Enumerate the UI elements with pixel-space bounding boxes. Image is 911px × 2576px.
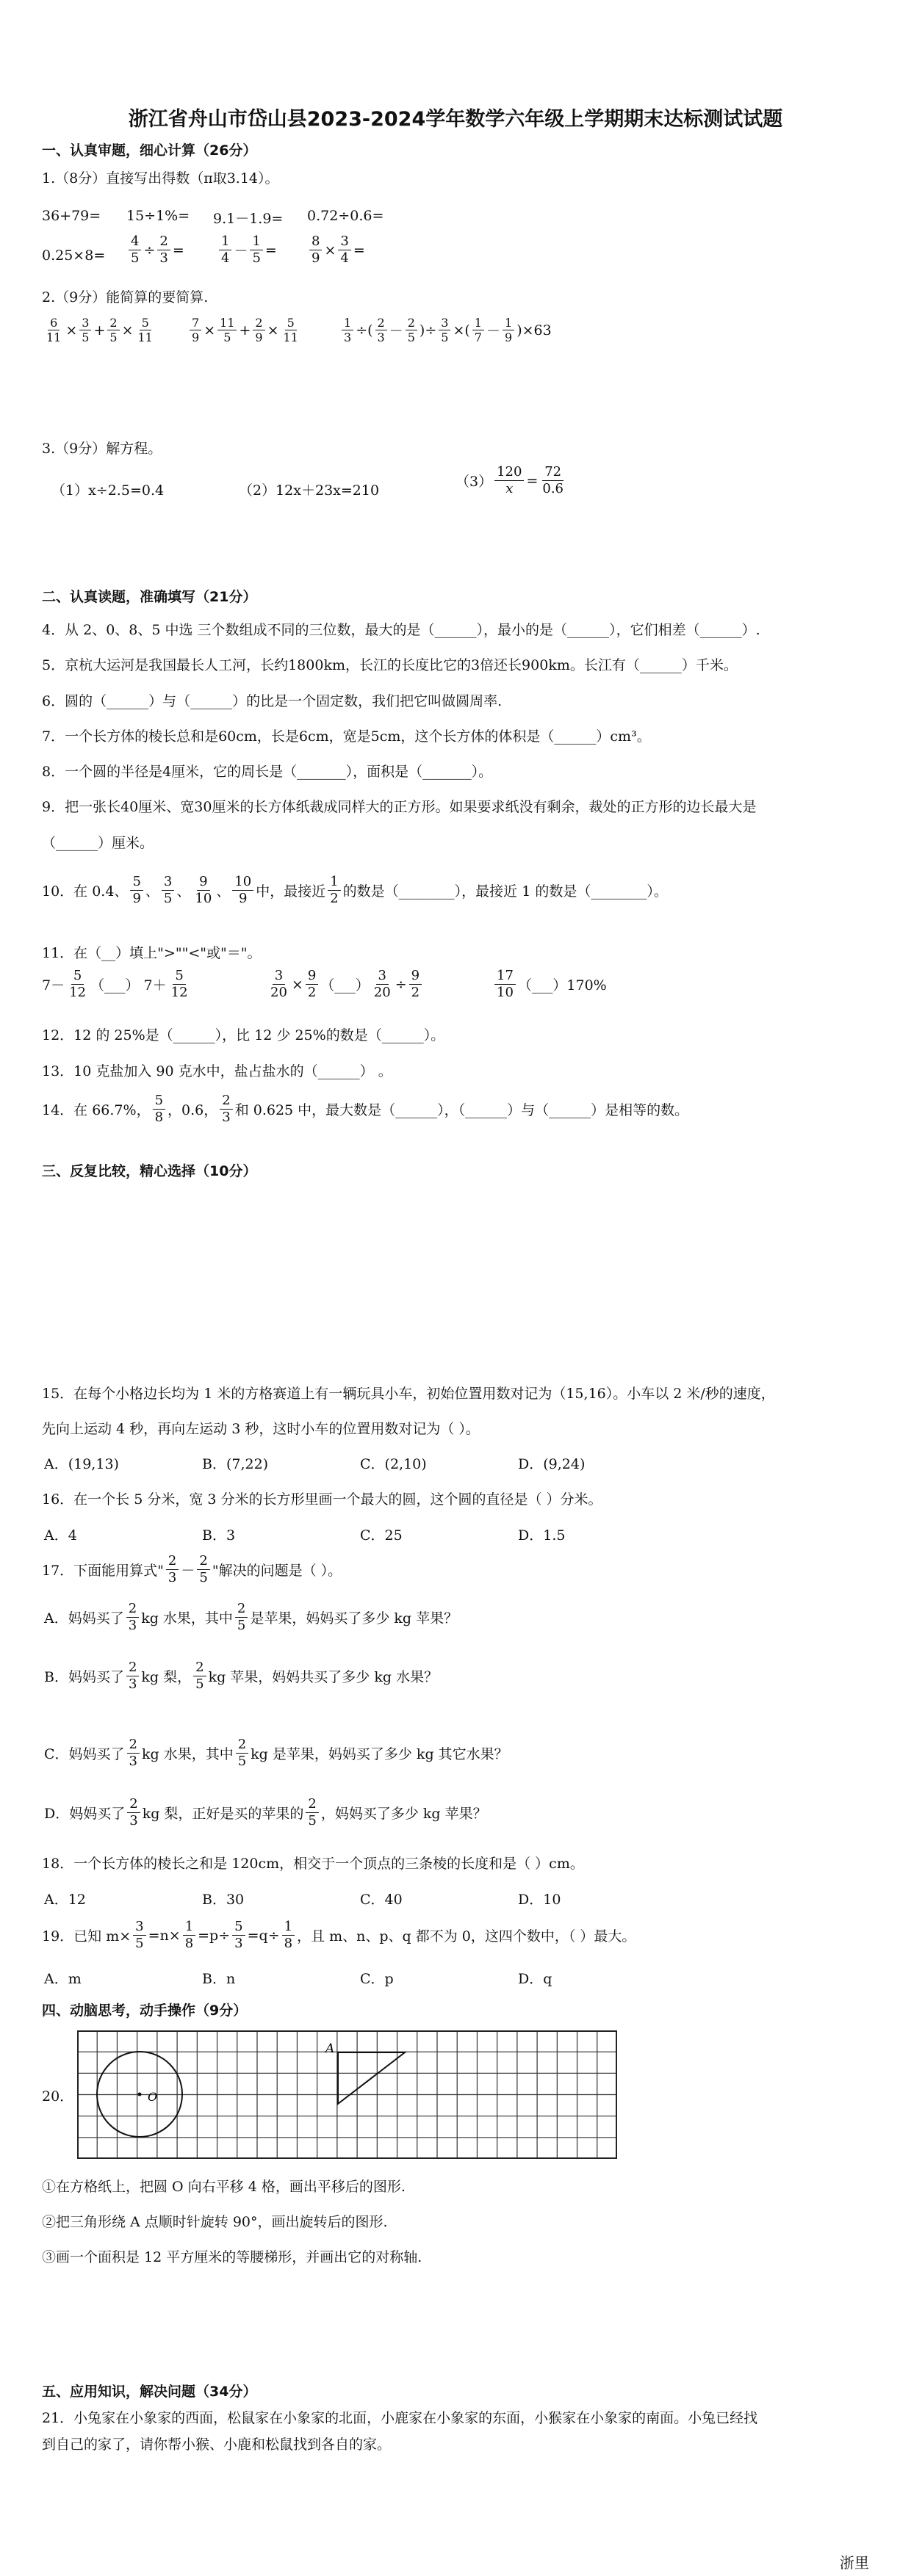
- q10: 10．在 0.4、 $\frac{5}{9}$ 、 $\frac{3}{5}$ 、 $\frac{9}{10}$ 、 $\frac{10}{9}$ 中，最接近 $\frac{1}{2}$ 的数是（________），最接近 1 的数是（________）。: [42, 874, 668, 906]
- q15-line-2: 先向上运动 4 秒，再向左运动 3 秒，这时小车的位置用数对记为（ ）。: [42, 1421, 480, 1437]
- grid-lines: [77, 2030, 617, 2159]
- q1-item-2: 15÷1%=: [126, 208, 190, 224]
- q20-task-2: ②把三角形绕 A 点顺时针旋转 90°，画出旋转后的图形.: [42, 2214, 388, 2230]
- q17-option-d: D．妈妈买了 $\frac{2}{3}$ kg 梨，正好是买的苹果的 $\frac{2}{5}$ ，妈妈买了多少 kg 苹果？: [44, 1796, 487, 1828]
- q11-compare-1: 7－ $\frac{5}{12}$ （___） 7＋ $\frac{5}{12}$: [42, 968, 188, 1000]
- q15-option-b: B．(7,22): [202, 1456, 269, 1472]
- q3-eq-3: （3） $\frac{120}{x}$ = $\frac{72}{0.6}$: [455, 464, 564, 496]
- q17-option-c: C．妈妈买了 $\frac{2}{3}$ kg 水果，其中 $\frac{2}{5}$ kg 是苹果，妈妈买了多少 kg 其它水果？: [44, 1737, 508, 1769]
- section-2-heading: 二、认真读题，准确填写（21分）: [42, 589, 257, 605]
- q15-line-1: 15．在每个小格边长均为 1 米的方格赛道上有一辆玩具小车，初始位置用数对记为（15,16）。小车以 2 米/秒的速度，: [42, 1386, 775, 1402]
- point-o-label: O: [148, 2090, 158, 2104]
- q4: 4．从 2、0、8、5 中选 三个数组成不同的三位数，最大的是（______），最小的是（______），它们相差（______）.: [42, 622, 760, 638]
- q2-expr-2: $\frac{7}{9}$ × $\frac{11}{5}$ + $\frac{2}{9}$ × $\frac{5}{11}$: [187, 316, 303, 344]
- q2-expr-3: $\frac{1}{3}$ ÷( $\frac{2}{3}$ － $\frac{2}{5}$ )÷ $\frac{3}{5}$ ×( $\frac{1}{7}$ － $\frac{1}{9}$ ) ×63: [339, 316, 552, 344]
- q18-option-a: A．12: [44, 1892, 86, 1908]
- q21-line-2: 到自己的家了，请你帮小猴、小鹿和松鼠找到各自的家。: [42, 2436, 392, 2453]
- point-a-label: A: [325, 2041, 335, 2056]
- q2-label: 2.（9分）能简算的要简算.: [42, 289, 209, 305]
- triangle-a: [338, 2052, 405, 2104]
- q19-option-d: D．q: [518, 1971, 552, 1987]
- q14: 14．在 66.7%， $\frac{5}{8}$ ，0.6， $\frac{2}{3}$ 和 0.625 中，最大数是（______），（______）与（______）是相等的数。: [42, 1093, 689, 1125]
- q21-line-1: 21．小兔家在小象家的西面，松鼠家在小象家的北面，小鹿家在小象家的东面，小猴家在小象家的南面。小兔已经找: [42, 2410, 758, 2426]
- q1-item-3: 9.1－1.9=: [213, 211, 284, 227]
- q3-eq-1: （1）x÷2.5=0.4: [51, 482, 165, 499]
- q9-line-2: （______）厘米。: [42, 835, 154, 851]
- q16-option-d: D．1.5: [518, 1527, 566, 1544]
- section-1-heading: 一、认真审题，细心计算（26分）: [42, 142, 257, 159]
- q17: 17．下面能用算式" $\frac{2}{3}$ － $\frac{2}{5}$ "解决的问题是（ ）。: [42, 1553, 342, 1585]
- q3-eq-2: （2）12x＋23x=210: [239, 482, 380, 499]
- q19-option-a: A．m: [44, 1971, 82, 1987]
- q1-label: 1.（8分）直接写出得数（π取3.14）。: [42, 170, 279, 187]
- q20-task-3: ③画一个面积是 12 平方厘米的等腰梯形，并画出它的对称轴.: [42, 2249, 422, 2265]
- q20-label: 20．: [42, 2088, 74, 2105]
- q20-grid-diagram: [77, 2030, 617, 2159]
- q9-line-1: 9．把一张长40厘米、宽30厘米的长方体纸裁成同样大的正方形。如果要求纸没有剩余，裁处的正方形的边长最大是: [42, 799, 757, 815]
- q1-item-5: 0.25×8=: [42, 247, 106, 264]
- q8: 8．一个圆的半径是4厘米，它的周长是（_______），面积是（_______）。: [42, 764, 493, 780]
- q16-option-b: B．3: [202, 1527, 236, 1544]
- q18-option-b: B．30: [202, 1892, 245, 1908]
- q1-item-8: $\frac{8}{9}$ × $\frac{3}{4}$ =: [307, 234, 365, 267]
- q16-option-c: C．25: [360, 1527, 403, 1544]
- page-title: 浙江省舟山市岱山县2023-2024学年数学六年级上学期期末达标测试试题: [128, 108, 783, 131]
- q18-option-d: D．10: [518, 1892, 561, 1908]
- q15-option-c: C．(2,10): [360, 1456, 427, 1472]
- footer-watermark: 浙里: [840, 2554, 869, 2572]
- q20-task-1: ①在方格纸上，把圆 O 向右平移 4 格，画出平移后的图形.: [42, 2179, 406, 2195]
- q15-option-d: D．(9,24): [518, 1456, 586, 1472]
- q16-option-a: A．4: [44, 1527, 77, 1544]
- q18-option-c: C．40: [360, 1892, 403, 1908]
- q19-option-b: B．n: [202, 1971, 236, 1987]
- q19-option-c: C．p: [360, 1971, 394, 1987]
- section-3-heading: 三、反复比较，精心选择（10分）: [42, 1163, 257, 1179]
- q1-item-6: $\frac{4}{5}$ ÷ $\frac{2}{3}$ =: [126, 234, 184, 267]
- q2-expr-1: $\frac{6}{11}$ × $\frac{3}{5}$ + $\frac{2}{5}$ × $\frac{5}{11}$: [46, 316, 153, 344]
- q19: 19．已知 m× $\frac{3}{5}$ =n× $\frac{1}{8}$ =p÷ $\frac{5}{3}$ =q÷ $\frac{1}{8}$ ，且 m、n、p、q 都不为 0，这四个数中，（ ）最大。: [42, 1919, 636, 1951]
- q12: 12．12 的 25%是（______），比 12 少 25%的数是（______）。: [42, 1027, 445, 1043]
- q17-option-b: B．妈妈买了 $\frac{2}{3}$ kg 梨， $\frac{2}{5}$ kg 苹果，妈妈共买了多少 kg 水果？: [44, 1660, 439, 1692]
- q6: 6．圆的（______）与（______）的比是一个固定数，我们把它叫做圆周率.: [42, 693, 503, 709]
- q17-option-a: A．妈妈买了 $\frac{2}{3}$ kg 水果，其中 $\frac{2}{5}$ 是苹果，妈妈买了多少 kg 苹果？: [44, 1601, 458, 1633]
- q18: 18．一个长方体的棱长之和是 120cm，相交于一个顶点的三条棱的长度和是（ ）cm。: [42, 1856, 584, 1872]
- q11-compare-2: $\frac{3}{20}$ × $\frac{9}{2}$ （___） $\frac{3}{20}$ ÷ $\frac{9}{2}$: [266, 968, 424, 1001]
- q13: 13．10 克盐加入 90 克水中，盐占盐水的（______） 。: [42, 1063, 392, 1079]
- q1-item-7: $\frac{1}{4}$ － $\frac{1}{5}$ =: [217, 234, 277, 267]
- q11-label: 11．在（__）填上">""<"或"＝"。: [42, 945, 262, 961]
- section-4-heading: 四、动脑思考，动手操作（9分）: [42, 2002, 248, 2019]
- section-5-heading: 五、应用知识，解决问题（34分）: [42, 2384, 257, 2400]
- q11-compare-3: $\frac{17}{10}$ （___）170%: [492, 968, 607, 1001]
- circle-center-point: [138, 2093, 142, 2096]
- q1-item-4: 0.72÷0.6=: [307, 208, 384, 224]
- q15-option-a: A．(19,13): [44, 1456, 119, 1472]
- q1-item-1: 36+79=: [42, 208, 101, 224]
- q16: 16．在一个长 5 分米，宽 3 分米的长方形里画一个最大的圆，这个圆的直径是（ ）分米。: [42, 1491, 602, 1508]
- q7: 7．一个长方体的棱长总和是60cm，长是6cm，宽是5cm，这个长方体的体积是（______）cm³。: [42, 728, 651, 745]
- q5: 5．京杭大运河是我国最长人工河，长约1800km，长江的长度比它的3倍还长900km。长江有（______）千米。: [42, 657, 738, 673]
- q3-label: 3.（9分）解方程。: [42, 441, 162, 457]
